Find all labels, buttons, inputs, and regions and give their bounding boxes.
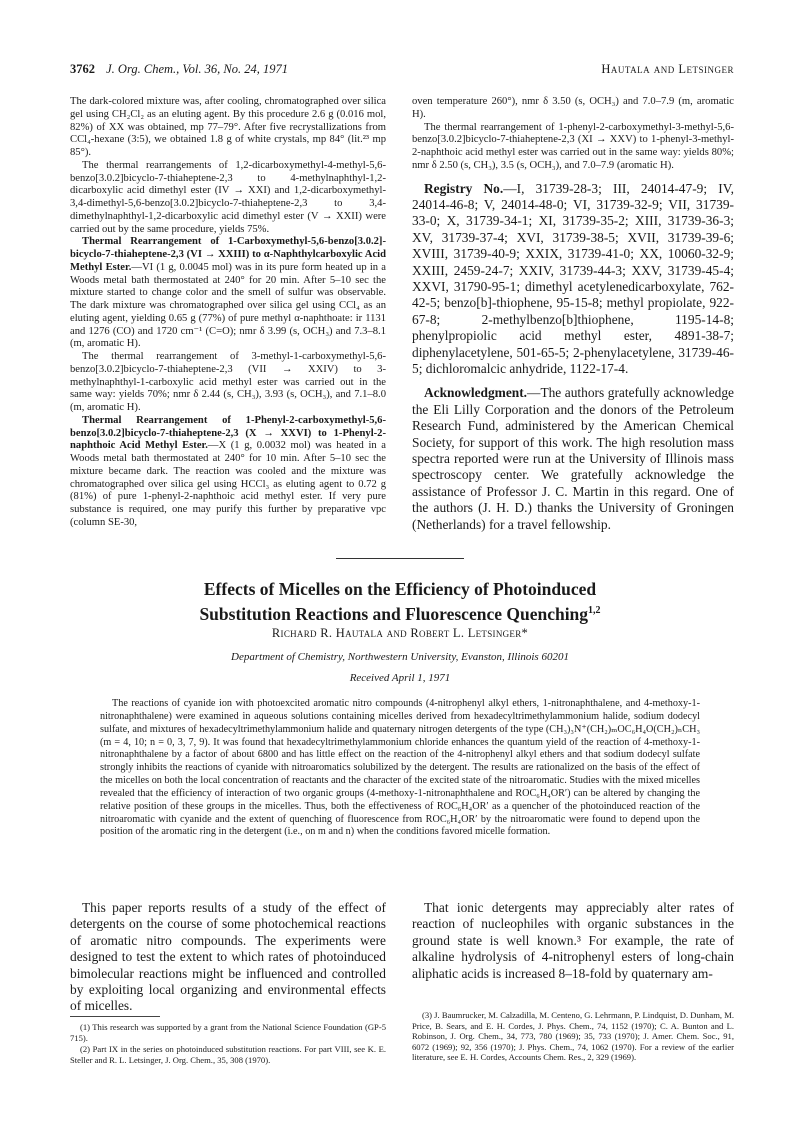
run-in-heading: Thermal Rearrangement of 1-Phenyl-2-carboxymethyl-5,6-benzo[3.0.2]bicyclo-7-thiaheptene-2,3 (X → XXVI) to 1-Phenyl-2-naphthoic Acid Methyl Ester. [70, 414, 386, 452]
affiliation: Department of Chemistry, Northwestern University, Evanston, Illinois 60201 [231, 651, 569, 663]
footnote-3: (3) J. Baumrucker, M. Calzadilla, M. Centeno, G. Lehrmann, P. Lindquist, D. Dunham, M. Price, B. Sears, and E. H. Cordes, J. Phys. Chem., 74, 1152 (1970); C. A. Bunton and L. Robinson, J. Org. Chem., 34, 773, 780 (1969); 35, 733 (1970); J. Amer. Chem. Soc., 91, 6072 (1969); 92, 356 (1970); J. Phys. Chem., 74, 1062 (1970). For a review of the earlier literature, see E. H. Cordes, Accounts Chem. Res., 2, 329 (1969). [412, 1010, 734, 1063]
section-divider [336, 558, 464, 559]
title-footnote-mark: 1,2 [588, 605, 601, 616]
page-header [70, 62, 734, 80]
paragraph: The dark-colored mixture was, after cooling, chromatographed over silica gel using CH₂Cl₂ as an eluting agent. By this procedure 2.6 g (0.016 mol, 82%) of XX was obtained, mp 77–79°. After five recrystallizations from CCl₄-hexane (3:5), we obtained 1.8 g of white crystals, mp 84° (lit.²³ mp 85°). [70, 96, 386, 158]
paragraph [70, 415, 386, 530]
author-byline: Richard R. Hautala and Robert L. Letsinger* [271, 626, 529, 640]
acknowledgment-heading: Acknowledgment. [424, 385, 528, 401]
paragraph [70, 236, 386, 351]
paragraph-body: —X (1 g, 0.0032 mol) was heated in a Woods metal bath thermostated at 240° for 10 min. After 5–10 sec the mixture became dark. The reaction was cooled and the mixture was chromatographed over silica gel using HCCl₃ as eluting agent to 0.72 g (81%) of pure 1-phenyl-2-naphthoic acid methyl ester. If very pure substance is required, one may purify this further by preparative vpc (column SE-30, [70, 440, 386, 528]
page-number: 3762 [70, 62, 95, 76]
paragraph: oven temperature 260°), nmr δ 3.50 (s, OCH₃) and 7.0–7.9 (m, aromatic H). [412, 96, 734, 120]
title-line-2-text: Substitution Reactions and Fluorescence Quenching [199, 603, 589, 624]
title-line-1: Effects of Micelles on the Efficiency of Photoinduced [203, 579, 597, 599]
right-column-top [412, 96, 734, 533]
received-date: Received April 1, 1971 [349, 672, 451, 684]
article-title [100, 578, 700, 625]
acknowledgment-body: —The authors gratefully acknowledge the Eli Lilly Corporation and the donors of the Petroleum Research Fund, administered by the American Chemical Society, for support of this work. The high resolution mass spectra reported were run at the University of Illinois mass spectroscopy center. We gratefully acknowledge the assistance of Professor J. C. Martin in this regard. One of the authors (J. H. D.) thanks the University of Groningen (Netherlands) for a travel fellowship. [412, 385, 734, 532]
paragraph-body: —VI (1 g, 0.0045 mol) was in its pure form heated up in a Woods metal bath thermostated at 240° for 20 min. After 5–10 sec the mixture started to change color and the smell of sulfur was observable. The dark mixture was chromatographed over silica gel using CCl₄ as an eluting agent, yielding 0.65 g (77%) of pure methyl α-naphthoate: ir 1131 and 1276 (CO) and 1720 cm⁻¹ (C=O); nmr δ 3.99 (s, OCH₃) and 7.3–8.1 (m, aromatic H). [70, 261, 386, 350]
paragraph: The thermal rearrangements of 1,2-dicarboxymethyl-4-methyl-5,6-benzo[3.0.2]bicyclo-7-thiaheptene-2,3 to 4-methylnaphthyl-1,2-dicarboxylic acid dimethyl ester (IV → XXI) and 1,2-dicarboxymethyl-3,4-dimethyl-5,6-benzo[3.0.2]bicyclo-7-thiaheptene-2,3 to 3,4-dimethylnaphthyl-1,2-dicarboxylic acid dimethyl ester (V → XXII) were carried out by the same procedure, yields 75%. [70, 159, 386, 235]
registry-body: —I, 31739-28-3; III, 24014-47-9; IV, 24014-46-8; V, 24014-48-0; VI, 31739-32-9; VII, 31739-33-0; X, 31739-34-1; XI, 31739-35-2; XIII, 31739-36-3; XV, 31739-37-4; XVI, 31739-38-5; XVII, 31739-39-6; XVIII, 31739-40-9; XXIX, 31739-41-0; XX, 10060-32-9; XXIII, 2459-24-7; XXIV, 31739-44-3; XXV, 31739-45-4; XXVI, 31790-95-1; dimethyl acetylenedicarboxylate, 762-42-5; benzo[b]-thiophene, 95-15-8; methyl propiolate, 922-67-8; 2-methylbenzo[b]thiophene, 1195-14-8; phenylpropiolic acid methyl ester, 4891-38-7; diphenylacetylene, 501-65-5; 2-phenylacetylene, 31739-46-5; dichloromalcic anhydride, 1122-17-4. [412, 180, 734, 376]
registry-numbers [412, 181, 734, 378]
left-column-top [70, 96, 386, 530]
registry-heading: Registry No. [424, 180, 504, 196]
body-paragraph-left: This paper reports results of a study of the effect of detergents on the course of some photochemical reactions of aromatic nitro compounds. The experiments were designed to test the extent to which rates of photoinduced bimolecular reactions might be influenced and controlled by exploiting local organizing and environmental effects of micelles. [70, 900, 386, 1014]
paragraph: The thermal rearrangement of 1-phenyl-2-carboxymethyl-3-methyl-5,6-benzo[3.0.2]bicyclo-7-thiaheptene-2,3 (XI → XXV) to 1-phenyl-3-methyl-2-naphthoic acid methyl ester was carried out in the same way: yields 80%; nmr δ 2.50 (s, CH₃), 3.5 (s, OCH₃), and 7.0–7.9 (aromatic H). [412, 121, 734, 171]
body-paragraph-right: That ionic detergents may appreciably alter rates of reaction of nucleophiles with organic substances in the ground state is well known.³ For example, the rate of alkaline hydrolysis of 4-nitrophenyl esters of long-chain aliphatic acids is increased 8–18-fold by quaternary am- [412, 900, 734, 981]
acknowledgment [412, 385, 734, 533]
footnote-rule [70, 1016, 160, 1017]
journal-reference: J. Org. Chem., Vol. 36, No. 24, 1971 [106, 62, 288, 76]
running-authors: Hautala and Letsinger [601, 62, 734, 76]
title-line-2 [100, 600, 700, 625]
run-in-heading: Thermal Rearrangement of 1-Carboxymethyl-5,6-benzo[3.0.2]-bicyclo-7-thiaheptene-2,3 (VI → XXIII) to α-Naphthylcarboxylic Acid Methyl Ester. [70, 236, 386, 273]
abstract: The reactions of cyanide ion with photoexcited aromatic nitro compounds (4-nitrophenyl alkyl ethers, 1-nitronaphthalene, and 4-methoxy-1-nitronaphthalene) were examined in aqueous solutions containing micelles derived from hexadecyltrimethylammonium halide, sodium dodecyl sulfate, and mixtures of hexadecyltrimethylammonium halide and quaternary nitrogen detergents of the type (CH₃)₃N⁺(CH₂)ₘOC₆H₄O(CH₂)ₙCH₃ (m = 4, 10; n = 0, 3, 7, 9). It was found that hexadecyltrimethylammonium chloride enhances the quantum yield of the reaction of 4-methoxy-1-nitronaphthalene by a factor of about 6800 and has little effect on the reaction of the 4-nitrophenyl alkyl ethers and that sodium dodecyl sulfate strongly inhibits the reactions of cyanide with nitroaromatics solubilized by the detergent. The results are rationalized on the basis of the effect of the micelles on both the local concentration of reactants and the character of the excited state of the nitroaromatic. Studies with the mixed micelles revealed that the efficiency of interaction of two organic groups (4-methoxy-1-nitronaphthalene and ROC₆H₄OR′) can be altered by changing the relative position of these groups in the micelles. Thus, both the effectiveness of ROC₆H₄OR′ as a quencher of the photoinduced reaction of the nitroaromatic with cyanide and the extent of quenching of fluorescence from ROC₆H₄OR′ by the nitroaromatic were found to depend upon the position of the aromatic ring in the detergent (i.e., on m and n) when the conditions favored micelle formation. [100, 698, 700, 838]
paragraph: The thermal rearrangement of 3-methyl-1-carboxymethyl-5,6-benzo[3.0.2]bicyclo-7-thiaheptene-2,3 (VII → XXIV) to 3-methylnaphthyl-1-carboxylic acid methyl ester was carried out in the same way: yields 70%; nmr δ 2.44 (s, CH₃), 3.93 (s, OCH₃), and 7.1–8.0 (m, aromatic H). [70, 351, 386, 413]
footnote-2: (2) Part IX in the series on photoinduced substitution reactions. For part VIII, see K. E. Steller and R. L. Letsinger, J. Org. Chem., 35, 308 (1970). [70, 1044, 386, 1065]
footnote-1: (1) This research was supported by a grant from the National Science Foundation (GP-5 715). [70, 1022, 386, 1043]
